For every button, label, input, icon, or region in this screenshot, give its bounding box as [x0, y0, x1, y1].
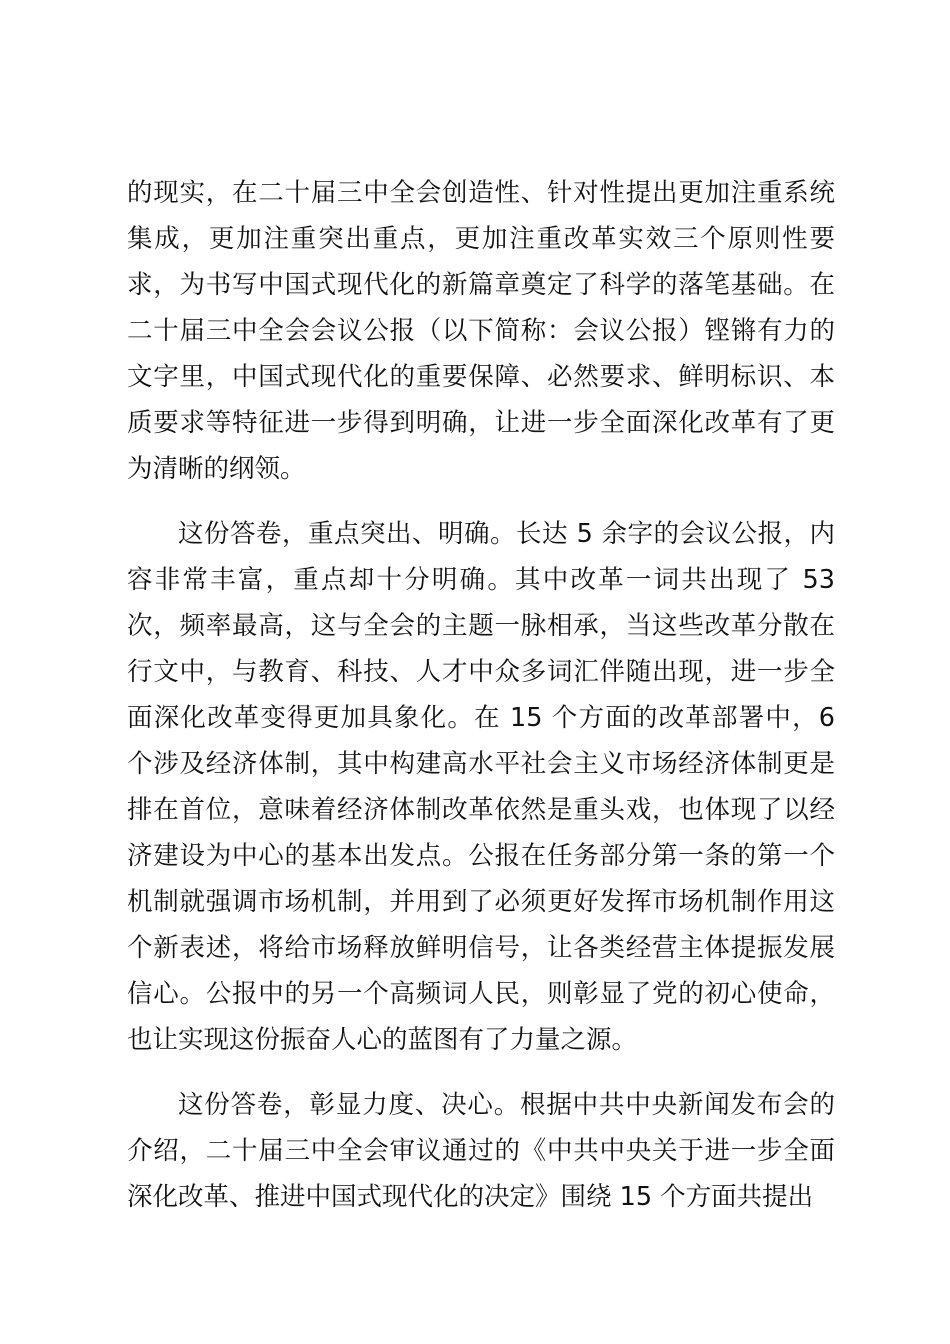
paragraph-2: 这份答卷，重点突出、明确。长达 5 余字的会议公报，内容非常丰富，重点却十分明确。其中改革一词共出现了 53 次，频率最高，这与全会的主题一脉相承，当这些改革分散在行文中，与教育、科技、人才中众多词汇伴随出现，进一步全面深化改革变得更加具象化。在 15 个方面的改革部署中，6 个涉及经济体制，其中构建高水平社会主义市场经济体制更是排在首位，意味着经济体制改革依然是重头戏，也体现了以经济建设为中心的基本出发点。公报在任务部分第一条的第一个机制就强调市场机制，并用到了必须更好发挥市场机制作用这个新表述，将给市场释放鲜明信号，让各类经营主体提振发展信心。公报中的另一个高频词人民，则彰显了党的初心使命，也让实现这份振奋人心的蓝图有了力量之源。	[127, 519, 835, 1055]
paragraph-1: 的现实，在二十届三中全会创造性、针对性提出更加注重系统集成，更加注重突出重点，更加注重改革实效三个原则性要求，为书写中国式现代化的新篇章奠定了科学的落笔基础。在二十届三中全会会议公报（以下简称：会议公报）铿锵有力的文字里，中国式现代化的重要保障、必然要求、鲜明标识、本质要求等特征进一步得到明确，让进一步全面深化改革有了更为清晰的纲领。	[127, 178, 835, 484]
paragraph-3: 这份答卷，彰显力度、决心。根据中共中央新闻发布会的介绍，二十届三中全会审议通过的《中共中央关于进一步全面深化改革、推进中国式现代化的决定》围绕 15 个方面共提出	[127, 1090, 835, 1212]
document-page	[127, 170, 835, 1239]
